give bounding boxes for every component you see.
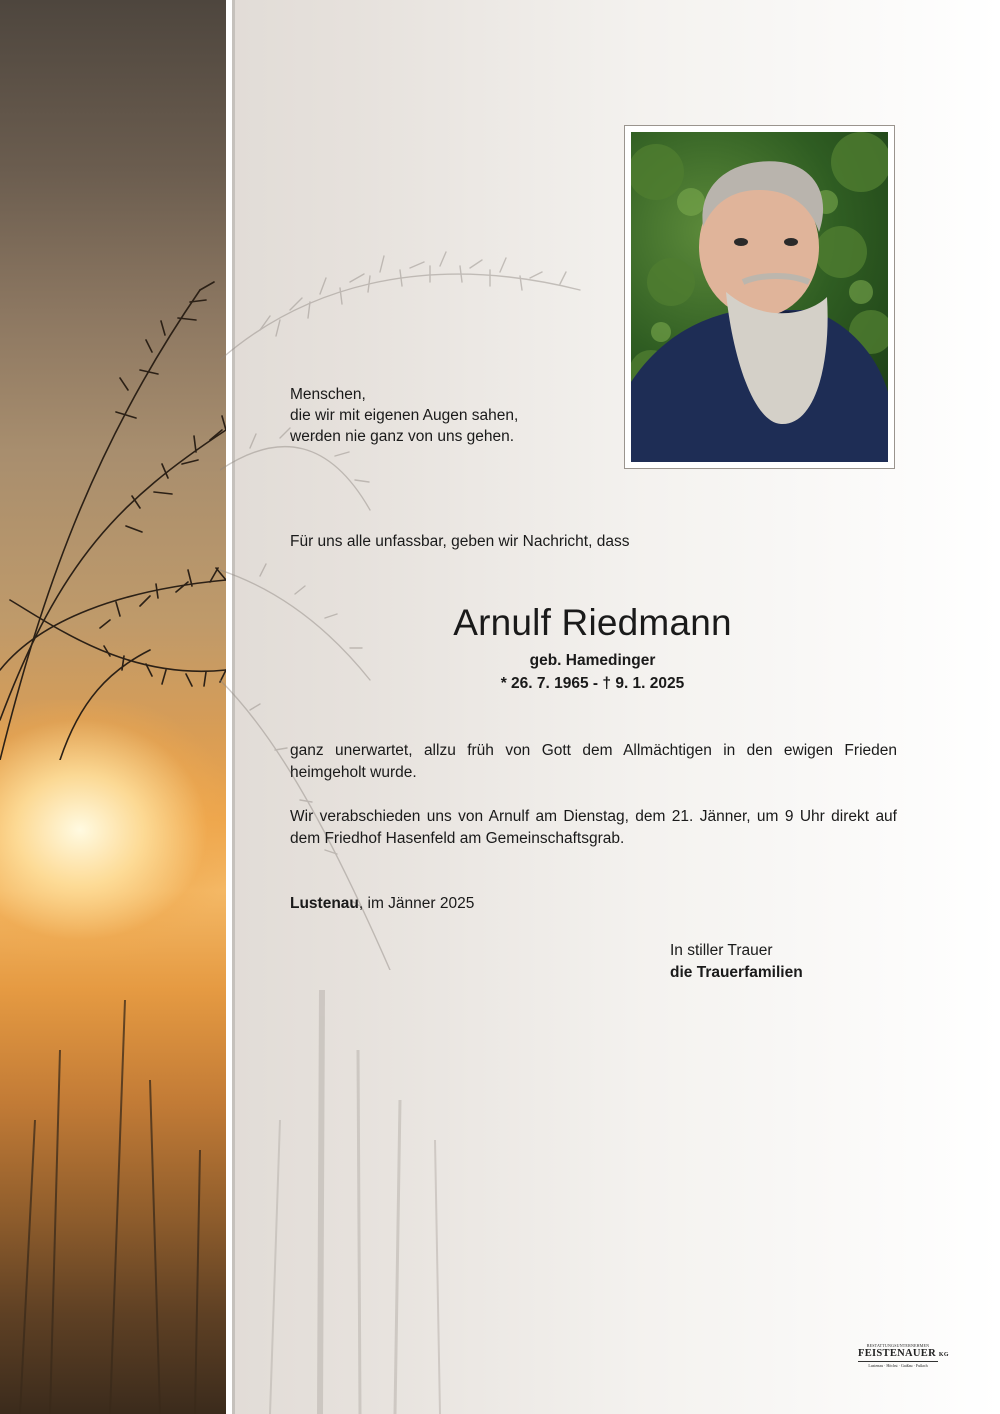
logo-suffix: KG [938,1352,949,1358]
grass-silhouette-icon [0,200,240,760]
logo-locations: Lustenau · Höchst · Gaißau · Fußach [868,1363,928,1368]
logo-tagline: BESTATTUNGSUNTERNEHMEN [866,1343,930,1348]
quote-line-3: werden nie ganz von uns gehen. [290,428,515,445]
memorial-quote [290,384,518,447]
announcement-paragraph: ganz unerwartet, allzu früh von Gott dem Allmächtigen in den ewigen Frieden heimgeholt wurde. [290,742,897,781]
life-dates: * 26. 7. 1965 - † 9. 1. 2025 [500,675,685,692]
grass-watermark-icon [220,210,600,970]
announcement-intro: Für uns alle unfassbar, geben wir Nachricht, dass [290,533,630,550]
funeral-details-paragraph: Wir verabschieden uns von Arnulf am Dienstag, dem 21. Jänner, um 9 Uhr direkt auf dem Friedhof Hasenfeld am Gemeinschaftsgrab. [290,808,897,847]
company-logo-icon [858,1343,949,1368]
quote-line-1: Menschen, [290,386,366,403]
place-city: Lustenau [290,895,359,912]
place-and-date [290,895,474,913]
deceased-name: Arnulf Riedmann [453,602,732,643]
portrait-frame [624,125,895,469]
mourning-line: In stiller Trauer [670,942,773,959]
portrait-illustration [631,132,888,462]
place-date: , im Jänner 2025 [358,895,475,912]
logo-name [858,1348,949,1362]
mourners-signature [670,940,803,984]
portrait-photo-icon [631,132,888,462]
family-line: die Trauerfamilien [670,964,803,981]
logo-name-text: FEISTENAUER [858,1348,936,1359]
background-stalks [230,880,630,1414]
quote-line-2: die wir mit eigenen Augen sahen, [290,407,519,424]
birth-name: geb. Hamedinger [529,652,656,669]
